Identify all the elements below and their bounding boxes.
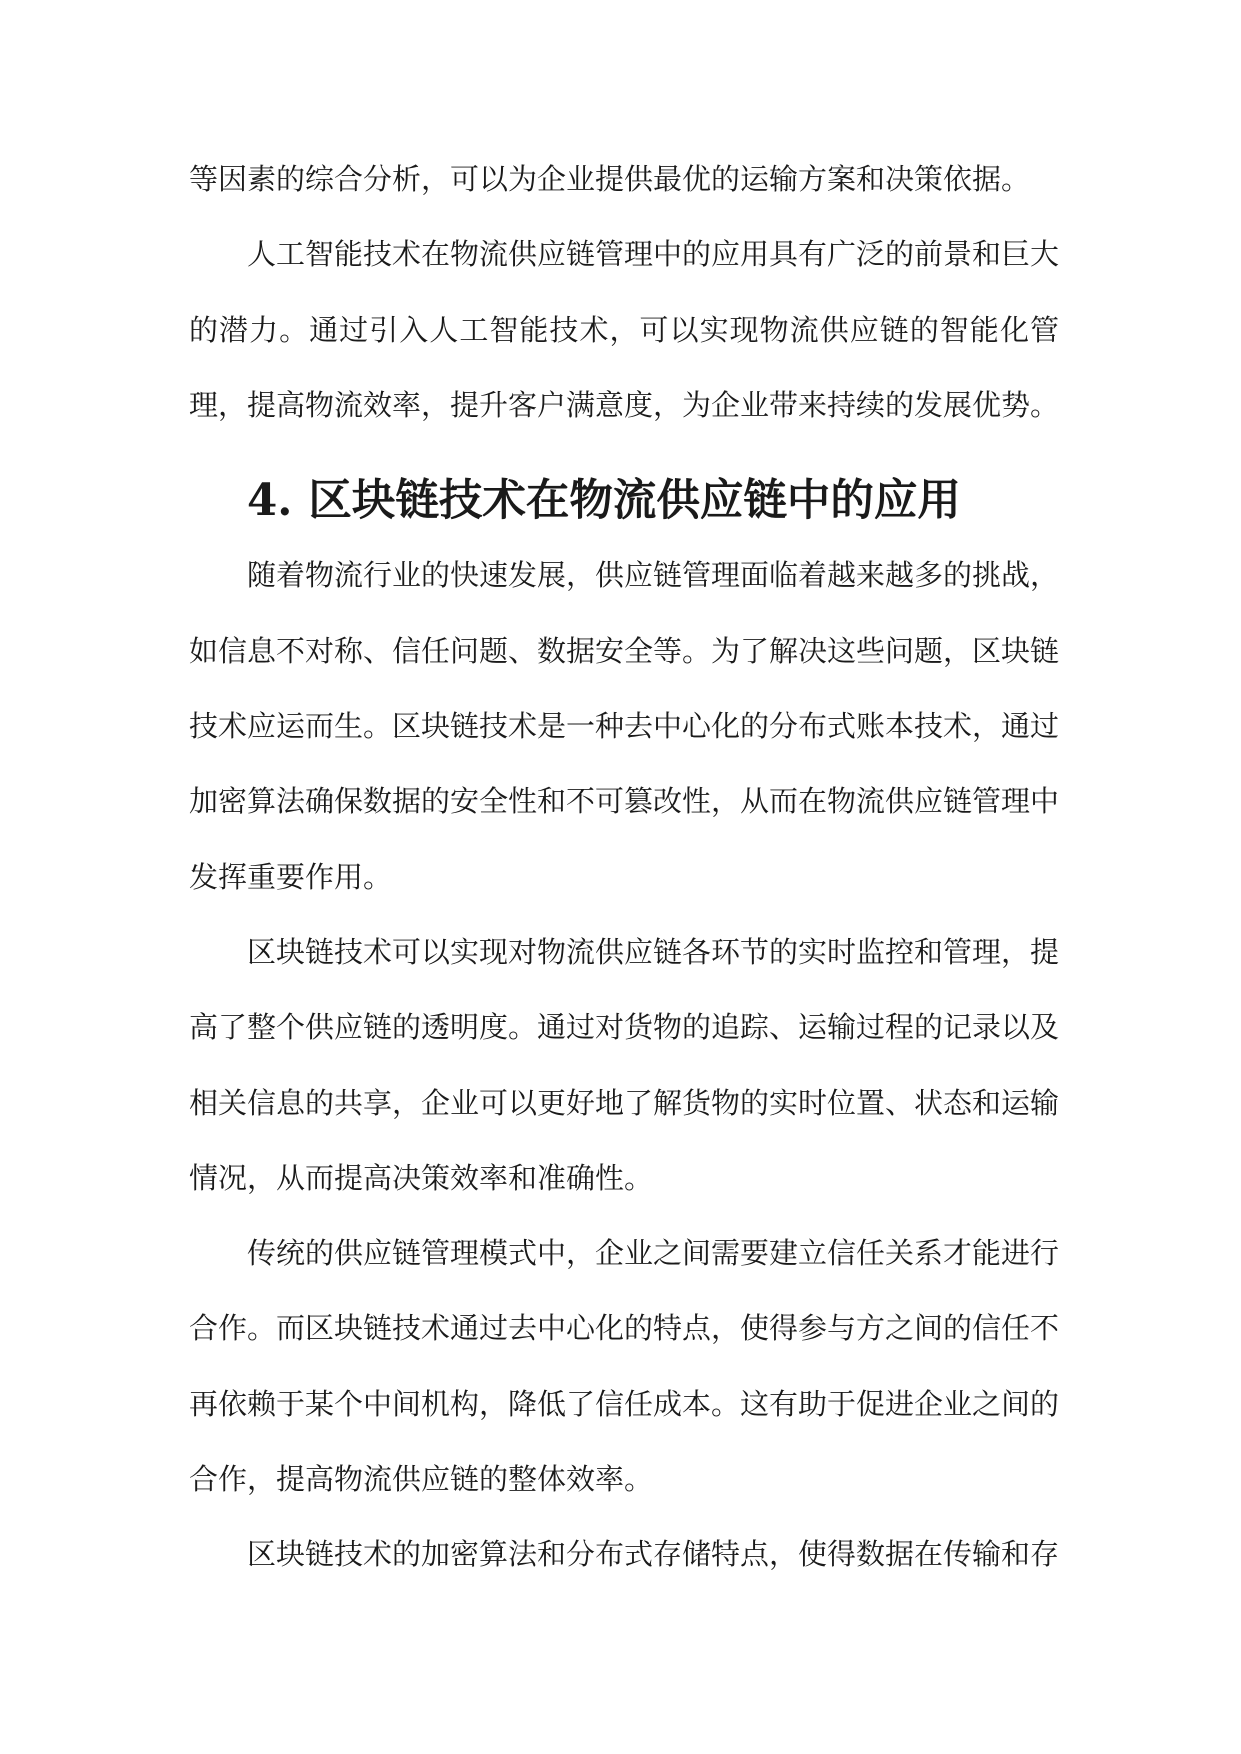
document-body	[189, 142, 1059, 1593]
paragraph-ai-summary: 人工智能技术在物流供应链管理中的应用具有广泛的前景和巨大的潜力。通过引入人工智能技术，可以实现物流供应链的智能化管理，提高物流效率，提升客户满意度，为企业带来持续的发展优势。	[189, 237, 1060, 422]
section-spacer	[189, 443, 1059, 463]
section-title: 区块链技术在物流供应链中的应用	[308, 475, 961, 527]
paragraph-blockchain-monitoring: 区块链技术可以实现对物流供应链各环节的实时监控和管理，提高了整个供应链的透明度。通过对货物的追踪、运输过程的记录以及相关信息的共享，企业可以更好地了解货物的实时位置、状态和运输情况，从而提高决策效率和准确性。	[189, 934, 1060, 1195]
paragraph-blockchain-security: 区块链技术的加密算法和分布式存储特点，使得数据在传输和存	[247, 1537, 1060, 1572]
paragraph-blockchain-intro: 随着物流行业的快速发展，供应链管理面临着越来越多的挑战，如信息不对称、信任问题、数据安全等。为了解决这些问题，区块链技术应运而生。区块链技术是一种去中心化的分布式账本技术，通过加密算法确保数据的安全性和不可篡改性，从而在物流供应链管理中发挥重要作用。	[189, 558, 1060, 894]
paragraph-blockchain-trust: 传统的供应链管理模式中，企业之间需要建立信任关系才能进行合作。而区块链技术通过去中心化的特点，使得参与方之间的信任不再依赖于某个中间机构，降低了信任成本。这有助于促进企业之间的合作，提高物流供应链的整体效率。	[189, 1236, 1060, 1497]
section-number: 4.	[247, 475, 293, 527]
section-heading	[189, 463, 1059, 538]
paragraph-continuation: 等因素的综合分析，可以为企业提供最优的运输方案和决策依据。	[189, 162, 1031, 196]
